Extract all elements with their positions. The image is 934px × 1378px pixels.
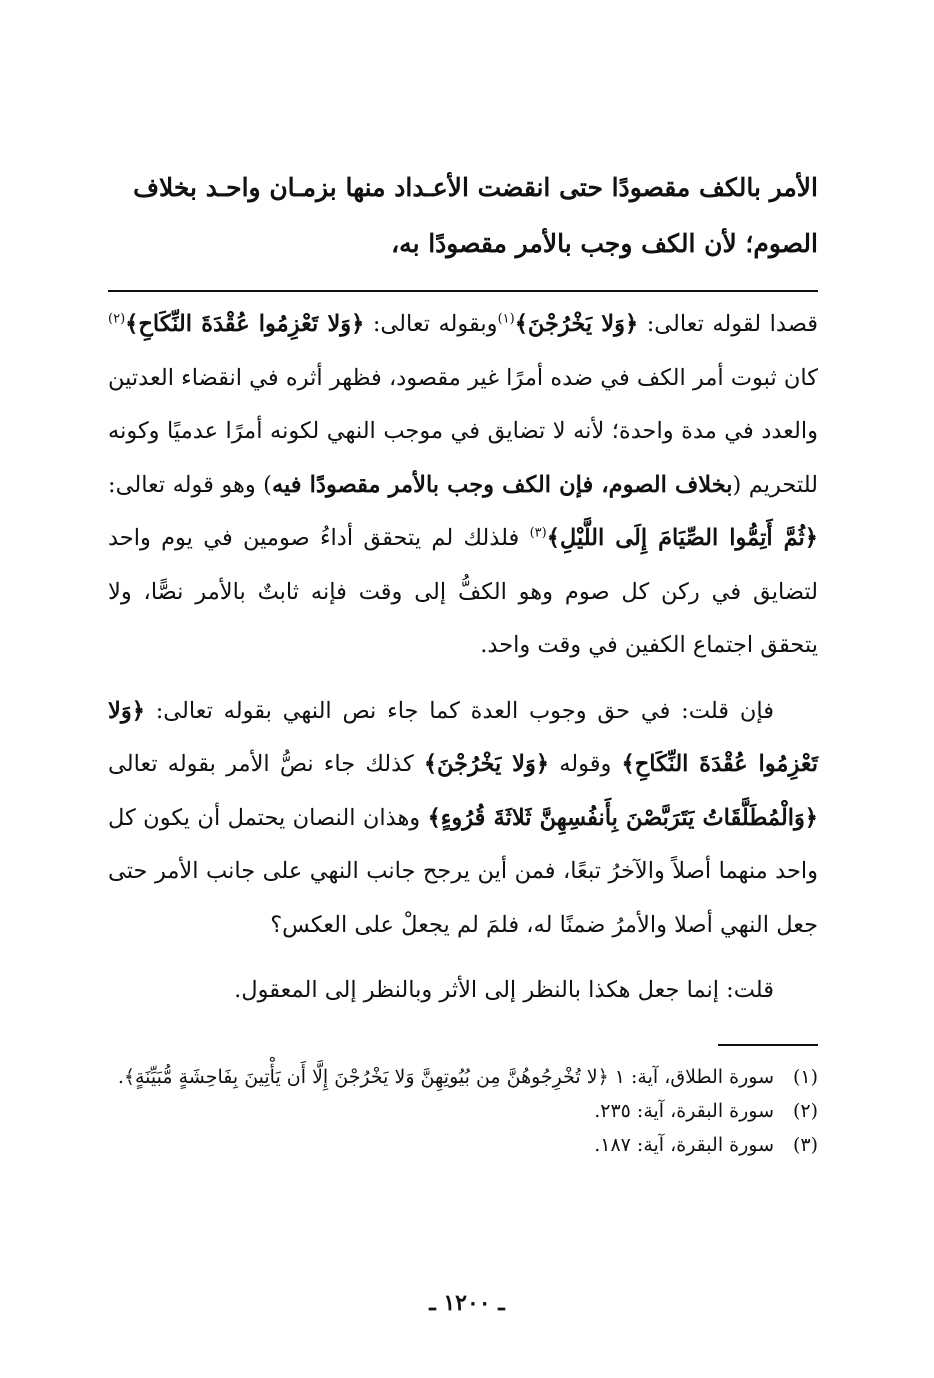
quran-quote: ﴿وَلا تَعْزِمُوا عُقْدَةَ النِّكَاحِ﴾ (108, 697, 819, 777)
quran-quote: ﴿ثُمَّ أَتِمُّوا الصِّيَامَ إِلَى اللَّيْلِ﴾ (546, 525, 818, 551)
footnote-ref: (٢) (108, 311, 126, 327)
text-run: فلذلك لم يتحقق أداءُ صومين في يوم واحد لتضايق في ركن كل صوم وهو الكفُّ إلى وقت فإنه ثابتٌ بالأمر نصًّا، ولا يتحقق اجتماع الكفين في وقت واحد. (108, 525, 818, 658)
footnote-separator (718, 1044, 818, 1046)
quran-quote: ﴿وَالْمُطَلَّقَاتُ يَتَرَبَّصْنَ بِأَنفُسِهِنَّ ثَلاثَةَ قُرُوءٍ﴾ (427, 804, 818, 831)
footnote-number: (٢) (792, 1099, 818, 1122)
page-body (108, 160, 818, 1378)
footnote-1 (108, 1060, 818, 1094)
matn-line-2: الصوم؛ لأن الكف وجب بالأمر مقصودًا به، (391, 229, 818, 258)
text-run: ) وهو قوله تعالى: (108, 471, 272, 498)
footnotes (108, 1060, 818, 1162)
quran-quote: ﴿وَلا يَخْرُجْنَ﴾ (514, 311, 639, 337)
text-run: كان ثبوت أمر الكف في ضده أمرًا غير مقصود، فظهر أثره في انقضاء العدتين والعدد في مدة واحدة؛ لأنه لا تضايق في موجب النهي لكونه أمرًا عدميًا وكونه للتحريم ( (108, 364, 818, 498)
matn-line-1: الأمر بالكف مقصودًا حتى انقضت الأعـداد منها بزمـان واحـد بخلاف (133, 173, 818, 202)
footnote-number: (٣) (792, 1133, 818, 1156)
footnote-2 (108, 1094, 818, 1128)
matn-quote: بخلاف الصوم، فإن الكف وجب بالأمر مقصودًا فيه (271, 471, 733, 498)
page-number: ـ ١٢٠٠ ـ (429, 1290, 505, 1316)
text-run: وبقوله تعالى: (364, 311, 498, 337)
footnote-number: (١) (792, 1065, 818, 1088)
footnote-3 (108, 1128, 818, 1162)
footnote-text: سورة البقرة، آية: ٢٣٥. (594, 1099, 774, 1122)
footnote-text: سورة الطلاق، آية: ١ ﴿لا تُخْرِجُوهُنَّ مِن بُيُوتِهِنَّ وَلا يَخْرُجْنَ إِلَّا أَن يَأْتِينَ بِفَاحِشَةٍ مُّبَيِّنَةٍ﴾. (117, 1065, 774, 1088)
quran-quote: ﴿وَلا يَخْرُجْنَ﴾ (423, 751, 550, 777)
footnote-ref: (١) (497, 311, 515, 327)
text-run: قلت: إنما جعل هكذا بالنظر إلى الأثر وبالنظر إلى المعقول. (234, 977, 774, 1003)
commentary-paragraph-1 (108, 298, 818, 673)
text-run: فإن قلت: في حق وجوب العدة كما جاء نص النهي بقوله تعالى: (144, 697, 774, 724)
commentary (108, 298, 818, 1018)
commentary-paragraph-3 (108, 964, 818, 1018)
text-run: كذلك جاء نصُّ الأمر بقوله تعالى (108, 751, 424, 777)
matn-separator (108, 290, 818, 292)
text-run: وقوله (549, 751, 622, 777)
commentary-paragraph-2 (108, 685, 818, 953)
matn-text (108, 160, 818, 272)
text-run: وهذان النصان يحتمل أن يكون كل واحد منهما أصلاً والآخرُ تبعًا، فمن أين يرجح جانب النهي على جانب الأمر حتى جعل النهي أصلا والأمرُ ضمنًا له، فلمَ لم يجعلْ على العكس؟ (108, 804, 818, 938)
text-run: قصدا لقوله تعالى: (638, 311, 818, 337)
footnote-ref: (٣) (529, 525, 547, 541)
footnote-text: سورة البقرة، آية: ١٨٧. (594, 1133, 774, 1156)
quran-quote: ﴿وَلا تَعْزِمُوا عُقْدَةَ النِّكَاحِ﴾ (125, 311, 365, 337)
